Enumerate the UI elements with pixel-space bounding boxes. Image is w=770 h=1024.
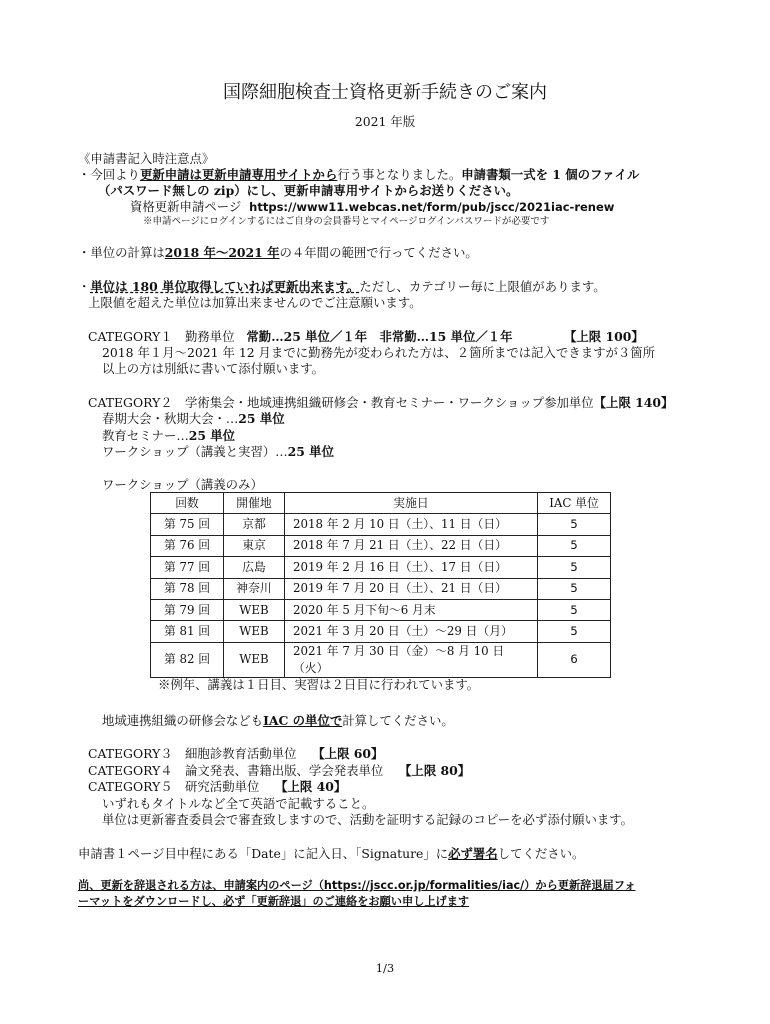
note-3-line-2: 上限値を超えた単位は加算出来ませんのでご注意願います。 (88, 295, 422, 310)
note-1-middle: 行う事となりました。 (337, 167, 462, 182)
table-row (151, 514, 611, 535)
category-1-desc-1: 2018 年１月～2021 年 12 月までに勤務先が変わられた方は、２箇所までは記入できますが３箇所 (102, 345, 656, 360)
table-header-row (151, 493, 611, 514)
document-title: 国際細胞検査士資格更新手続きのご案内 (223, 82, 547, 103)
units-cell: 5 (538, 621, 611, 642)
withdrawal-note-line-1: 尚、更新を辞退される方は、申請案内のページ（https://jscc.or.jp/formalities/iac/）から更新辞退届フォ (78, 879, 636, 892)
note-3-underlined: 単位は 180 単位取得していれば更新出来ます。 (90, 279, 360, 294)
renewal-url-link[interactable]: https://www11.webcas.net/form/pub/jscc/2021iac-renew (249, 200, 615, 214)
venue-cell: 京都 (224, 514, 285, 535)
url-label: 資格更新申請ページ (130, 199, 242, 214)
header-iac-units: IAC 単位 (538, 493, 611, 514)
date-cell: 2021 年 7 月 30 日（金）～8 月 10 日（火） (285, 642, 538, 677)
signature-prefix: 申請書１ページ目中程にある「Date」に記入日、「Signature」に (78, 846, 449, 861)
withdrawal-note-line-2: ーマットをダウンロードし、必ず「更新辞退」のご連絡をお願い申し上げます (78, 895, 470, 908)
signature-note (78, 845, 584, 863)
table-row (151, 578, 611, 599)
page-number: 1/3 (375, 961, 395, 975)
note-2-prefix: ・単位の計算は (78, 245, 165, 260)
category-3-label: CATEGORY３ 細胞診教育活動単位 (88, 746, 297, 761)
category-2-item-2-units: 25 単位 (188, 428, 236, 443)
note-2-period: 2018 年～2021 年 (164, 245, 280, 260)
regional-suffix: 計算してください。 (342, 713, 454, 728)
units-cell: 5 (538, 578, 611, 599)
category-2-item-3-units: 25 単位 (287, 444, 334, 459)
venue-cell: 東京 (224, 535, 285, 556)
session-cell: 第 77 回 (151, 557, 224, 578)
venue-cell: 神奈川 (224, 578, 285, 599)
date-cell: 2021 年 3 月 20 日（土）～29 日（月） (285, 621, 538, 642)
login-note: ※申請ページにログインするにはご自身の会員番号とマイページログインパスワードが必要です (143, 216, 550, 227)
venue-cell: 広島 (224, 557, 285, 578)
venue-cell: WEB (224, 599, 285, 620)
note-1-line-2: （パスワード無しの zip）にし、更新申請専用サイトからお送りください。 (98, 183, 519, 198)
table-row (151, 599, 611, 620)
units-cell: 5 (538, 557, 611, 578)
category-1-desc-2: 以上の方は別紙に書いて添付願います。 (102, 361, 325, 376)
note-3-suffix: ただし、カテゴリー毎に上限値があります。 (359, 279, 606, 294)
category-1-rule: 常勤…25 単位／１年 非常勤…15 単位／１年 (246, 329, 513, 344)
category-1-limit: 【上限 100】 (564, 329, 644, 344)
table-footnote: ※例年、講義は１日目、実習は２日目に行われています。 (158, 677, 480, 692)
date-cell: 2019 年 2 月 16 日（土）、17 日（日） (285, 557, 538, 578)
date-cell: 2018 年 7 月 21 日（土）、22 日（日） (285, 535, 538, 556)
category-1-label: CATEGORY１ 勤務単位 (88, 329, 235, 344)
table-row (151, 642, 611, 677)
category-2-item-1-units: 25 単位 (238, 411, 285, 426)
category-3-line (88, 745, 383, 763)
regional-prefix: 地域連携組織の研修会なども (102, 713, 264, 728)
table-row (151, 535, 611, 556)
units-cell: 6 (538, 642, 611, 677)
note-1-underlined: 更新申請は更新申請専用サイトから (139, 167, 338, 182)
session-cell: 第 81 回 (151, 621, 224, 642)
category-5-desc-2: 単位は更新審査委員会で審査致しますので、活動を証明する記録のコピーを必ず添付願います。 (102, 812, 634, 827)
category-5-line (88, 778, 346, 796)
category-2-limit: 【上限 140】 (593, 395, 674, 410)
workshop-table (150, 492, 611, 678)
session-cell: 第 82 回 (151, 642, 224, 677)
note-1-url-line (130, 198, 614, 216)
table-row (151, 557, 611, 578)
note-2 (78, 244, 478, 262)
signature-suffix: してください。 (497, 846, 585, 861)
note-3-bullet: ・ (78, 279, 91, 294)
date-cell: 2020 年 5 月下旬～6 月末 (285, 599, 538, 620)
table-row (151, 621, 611, 642)
category-5-limit: 【上限 40】 (275, 779, 347, 794)
header-venue: 開催地 (224, 493, 285, 514)
category-3-limit: 【上限 60】 (312, 746, 384, 761)
venue-cell: WEB (224, 642, 285, 677)
category-4-limit: 【上限 80】 (399, 763, 471, 778)
units-cell: 5 (538, 599, 611, 620)
edition-label: 2021 年版 (354, 114, 416, 129)
note-2-suffix: の４年間の範囲で行ってください。 (279, 245, 478, 260)
session-cell: 第 79 回 (151, 599, 224, 620)
category-2-item-1-text: 春期大会・秋期大会・… (102, 411, 239, 426)
session-cell: 第 78 回 (151, 578, 224, 599)
regional-underlined: IAC の単位で (263, 713, 343, 728)
units-cell: 5 (538, 535, 611, 556)
category-2-item-3 (102, 443, 334, 461)
header-session: 回数 (151, 493, 224, 514)
category-5-label: CATEGORY５ 研究活動単位 (88, 779, 260, 794)
session-cell: 第 75 回 (151, 514, 224, 535)
category-4-label: CATEGORY４ 論文発表、書籍出版、学会発表単位 (88, 763, 384, 778)
regional-note (102, 712, 454, 730)
category-2-label: CATEGORY２ 学術集会・地域連携組織研修会・教育セミナー・ワークショップ参加単位 (88, 395, 594, 410)
category-2-item-3-text: ワークショップ（講義と実習）… (102, 444, 288, 459)
note-1-prefix: ・今回より (78, 167, 140, 182)
notes-heading: 《申請書記入時注意点》 (78, 151, 215, 166)
signature-bold: 必ず署名 (448, 846, 498, 861)
date-cell: 2019 年 7 月 20 日（土）、21 日（日） (285, 578, 538, 599)
category-2-item-1 (102, 410, 285, 428)
date-cell: 2018 年 2 月 10 日（土）、11 日（日） (285, 514, 538, 535)
category-2-item-2-text: 教育セミナー… (102, 428, 189, 443)
category-5-desc-1: いずれもタイトルなど全て英語で記載すること。 (102, 796, 375, 811)
header-date: 実施日 (285, 493, 538, 514)
session-cell: 第 76 回 (151, 535, 224, 556)
workshop-heading: ワークショップ（講義のみ） (102, 477, 263, 492)
note-1-bold-1: 申請書類一式を 1 個のファイル (461, 167, 640, 182)
venue-cell: WEB (224, 621, 285, 642)
units-cell: 5 (538, 514, 611, 535)
